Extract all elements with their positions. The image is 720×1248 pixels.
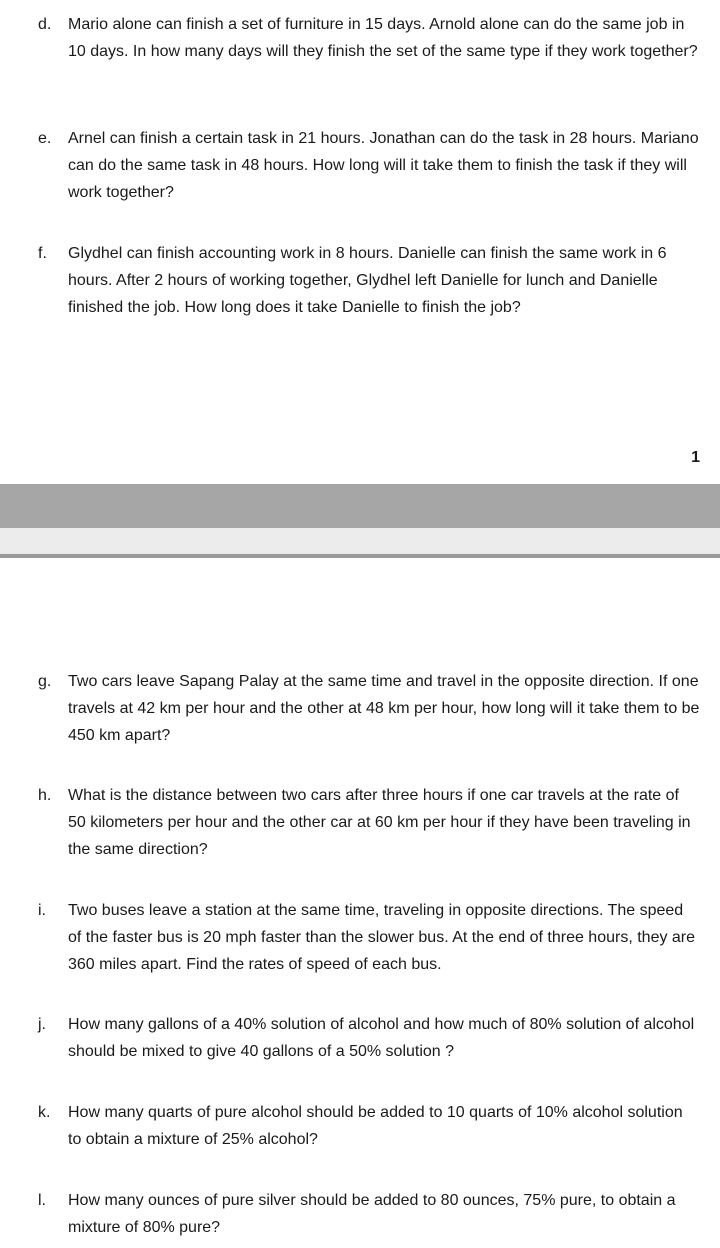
item-text: Two cars leave Sapang Palay at the same time and travel in the opposite direction. If one travels at 42 km per hour and the other at 48 km per hour, how long will it take them to be 450 km apart? (68, 673, 700, 744)
item-text: How many ounces of pure silver should be added to 80 ounces, 75% pure, to obtain a mixture of 80% pure? (68, 1192, 676, 1236)
item-text: Arnel can finish a certain task in 21 hours. Jonathan can do the task in 28 hours. Mariano can do the same task in 48 hours. How long will it take them to finish the task if they will work together? (68, 130, 699, 201)
item-text: Mario alone can finish a set of furniture in 15 days. Arnold alone can do the same job in 10 days. In how many days will they finish the set of the same type if they work together? (68, 16, 698, 60)
item-letter: i. (38, 902, 46, 919)
item-letter: j. (38, 1016, 46, 1033)
item-text: Two buses leave a station at the same time, traveling in opposite directions. The speed of the faster bus is 20 mph faster than the slower bus. At the end of three hours, they are 360 miles apart. Find the rates of speed of each bus. (68, 902, 696, 973)
item-text: What is the distance between two cars after three hours if one car travels at the rate of 50 kilometers per hour and the other car at 60 km per hour if they have been traveling in the same direction? (68, 787, 691, 858)
item-letter: k. (38, 1104, 51, 1121)
item-letter: d. (38, 16, 52, 33)
item-letter: g. (38, 673, 52, 690)
page-separator-light (0, 528, 720, 556)
item-text: How many quarts of pure alcohol should be added to 10 quarts of 10% alcohol solution to obtain a mixture of 25% alcohol? (68, 1104, 683, 1148)
item-letter: e. (38, 130, 52, 147)
item-text: Glydhel can finish accounting work in 8 hours. Danielle can finish the same work in 6 hours. After 2 hours of working together, Glydhel left Danielle for lunch and Danielle finished the job. How long does it take Danielle to finish the job? (68, 245, 667, 316)
item-letter: l. (38, 1192, 46, 1209)
document-page-1 (0, 0, 720, 484)
page-separator (0, 484, 720, 528)
page-number: 1 (691, 449, 700, 466)
item-text: How many gallons of a 40% solution of alcohol and how much of 80% solution of alcohol should be mixed to give 40 gallons of a 50% solution ? (68, 1016, 695, 1060)
item-letter: h. (38, 787, 52, 804)
document-page-2 (0, 558, 720, 1248)
item-letter: f. (38, 245, 47, 262)
